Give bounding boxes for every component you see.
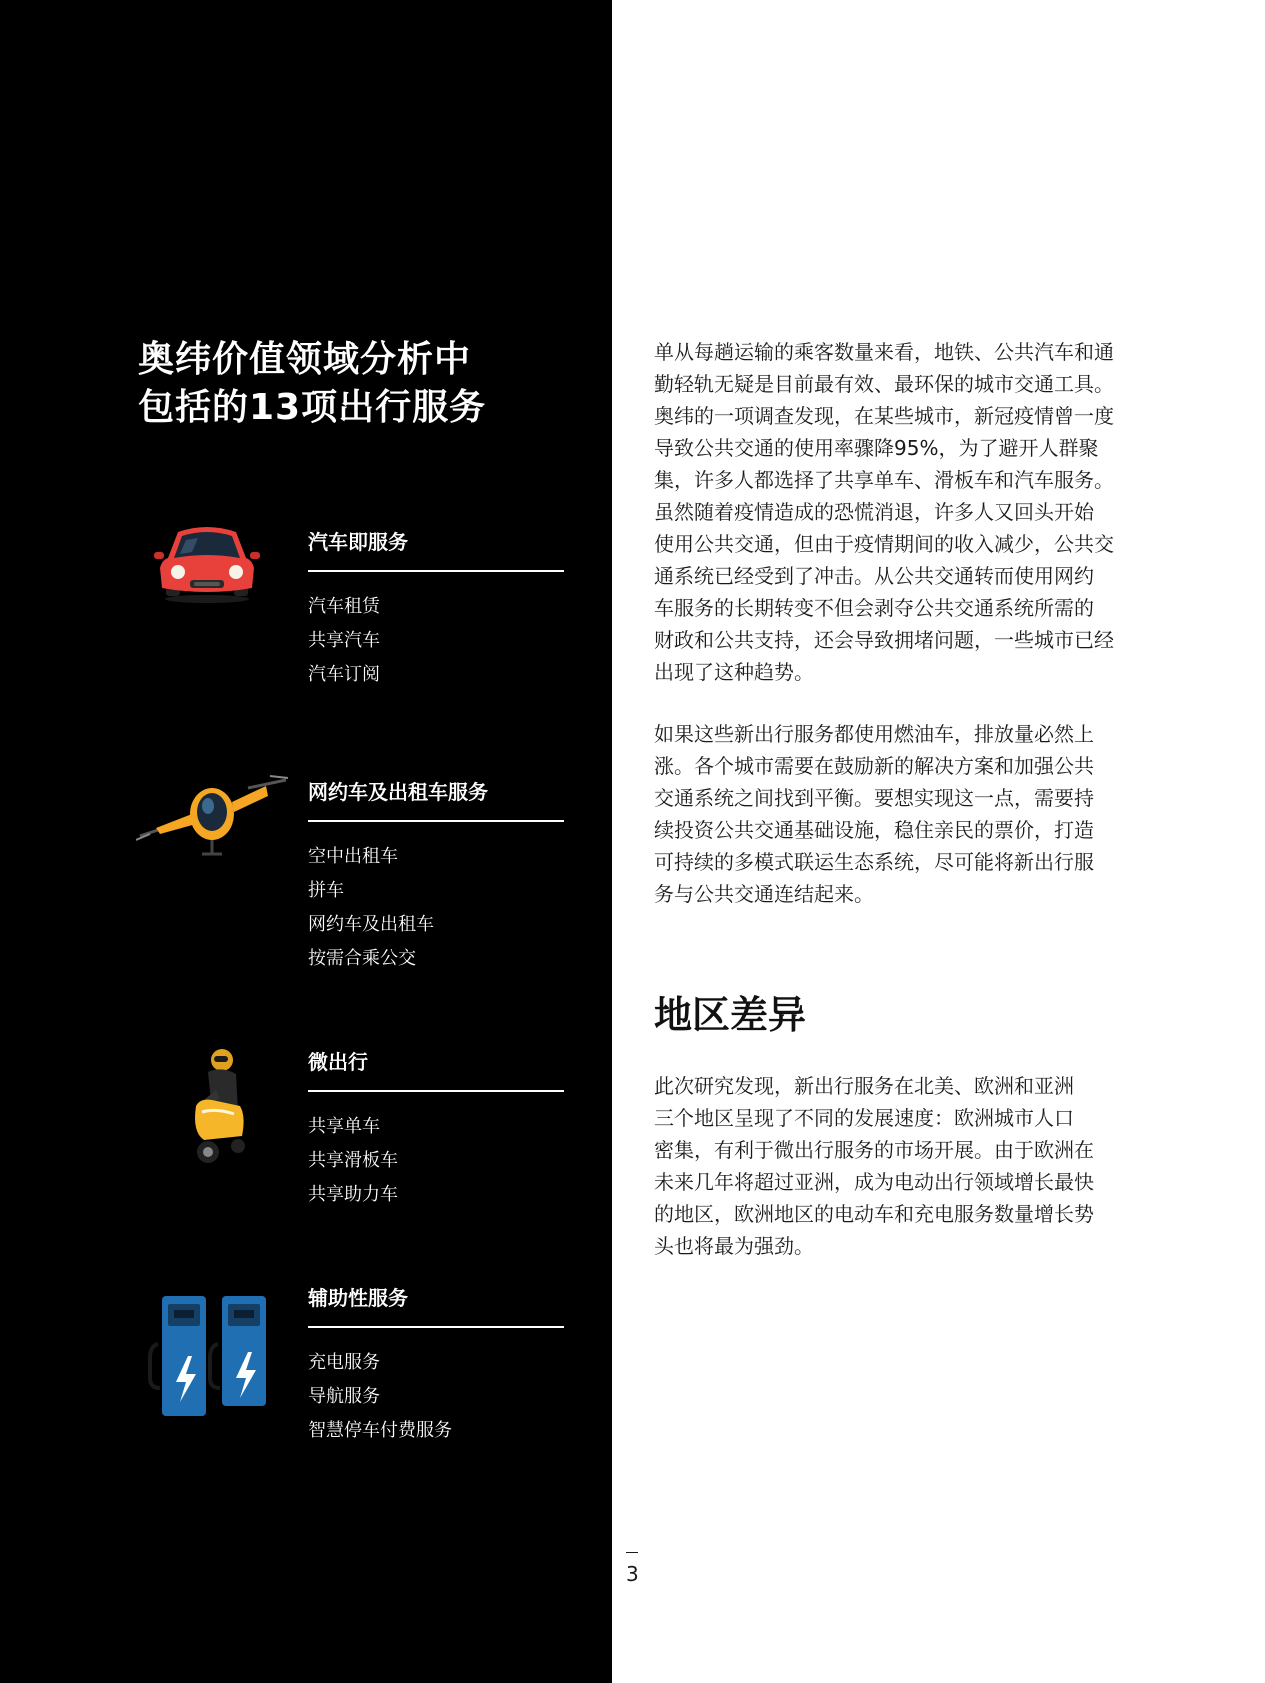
text-line: 务与公共交通连结起来。 xyxy=(654,882,874,906)
list-item: 共享滑板车 xyxy=(308,1150,398,1171)
text-line: 交通系统之间找到平衡。要想实现这一点，需要持 xyxy=(654,786,1094,810)
category-divider xyxy=(308,570,564,572)
list-item: 共享助力车 xyxy=(308,1184,398,1205)
text-line: 此次研究发现，新出行服务在北美、欧洲和亚洲 xyxy=(654,1074,1074,1098)
text-line: 涨。各个城市需要在鼓励新的解决方案和加强公共 xyxy=(654,754,1094,778)
left-title xyxy=(138,336,578,432)
category-list xyxy=(308,1346,452,1448)
category-divider xyxy=(308,1090,564,1092)
list-item: 共享单车 xyxy=(308,1116,380,1137)
text-line: 通系统已经受到了冲击。从公共交通转而使用网约 xyxy=(654,564,1094,588)
charging-station-icon xyxy=(148,1294,280,1422)
text-line: 虽然随着疫情造成的恐慌消退，许多人又回头开始 xyxy=(654,500,1094,524)
text-line: 勤轻轨无疑是目前最有效、最环保的城市交通工具。 xyxy=(654,372,1114,396)
page-number: 3 xyxy=(626,1562,639,1586)
text-line: 奥纬的一项调查发现，在某些城市，新冠疫情曾一度 xyxy=(654,404,1114,428)
scooter-rider-icon xyxy=(182,1046,254,1168)
list-item: 共享汽车 xyxy=(308,630,380,651)
category-divider xyxy=(308,820,564,822)
text-line: 财政和公共支持，还会导致拥堵问题，一些城市已经 xyxy=(654,628,1114,652)
category-list xyxy=(308,1110,398,1212)
text-line: 车服务的长期转变不但会剥夺公共交通系统所需的 xyxy=(654,596,1094,620)
body-paragraph-2 xyxy=(654,718,1134,910)
list-item: 充电服务 xyxy=(308,1352,380,1373)
body-paragraph-1 xyxy=(654,336,1134,688)
category-heading: 辅助性服务 xyxy=(308,1286,408,1310)
list-item: 汽车订阅 xyxy=(308,664,380,685)
category-divider xyxy=(308,1326,564,1328)
category-heading: 汽车即服务 xyxy=(308,530,408,554)
left-title-line-2: 包括的13项出行服务 xyxy=(138,387,487,428)
text-line: 密集，有利于微出行服务的市场开展。由于欧洲在 xyxy=(654,1138,1094,1162)
list-item: 按需合乘公交 xyxy=(308,948,416,969)
text-line: 续投资公共交通基础设施，稳住亲民的票价，打造 xyxy=(654,818,1094,842)
right-column xyxy=(654,336,1134,910)
left-title-line-1: 奥纬价值领域分析中 xyxy=(138,339,472,380)
text-line: 使用公共交通，但由于疫情期间的收入减少，公共交 xyxy=(654,532,1114,556)
page-number-dash xyxy=(626,1552,638,1553)
text-line: 未来几年将超过亚洲，成为电动出行领域增长最快 xyxy=(654,1170,1094,1194)
text-line: 导致公共交通的使用率骤降95%，为了避开人群聚 xyxy=(654,436,1099,460)
text-line: 可持续的多模式联运生态系统，尽可能将新出行服 xyxy=(654,850,1094,874)
list-item: 拼车 xyxy=(308,880,344,901)
category-list xyxy=(308,840,434,976)
list-item: 网约车及出租车 xyxy=(308,914,434,935)
list-item: 空中出租车 xyxy=(308,846,398,867)
text-line: 出现了这种趋势。 xyxy=(654,660,814,684)
text-line: 如果这些新出行服务都使用燃油车，排放量必然上 xyxy=(654,722,1094,746)
list-item: 导航服务 xyxy=(308,1386,380,1407)
left-panel xyxy=(0,0,612,1683)
list-item: 智慧停车付费服务 xyxy=(308,1420,452,1441)
text-line: 三个地区呈现了不同的发展速度：欧洲城市人口 xyxy=(654,1106,1074,1130)
car-icon xyxy=(152,522,262,604)
category-heading: 网约车及出租车服务 xyxy=(308,780,488,804)
text-line: 头也将最为强劲。 xyxy=(654,1234,814,1258)
category-heading: 微出行 xyxy=(308,1050,368,1074)
section-body xyxy=(654,1070,1134,1262)
list-item: 汽车租赁 xyxy=(308,596,380,617)
text-line: 的地区，欧洲地区的电动车和充电服务数量增长势 xyxy=(654,1202,1094,1226)
text-line: 集，许多人都选择了共享单车、滑板车和汽车服务。 xyxy=(654,468,1114,492)
category-list xyxy=(308,590,380,692)
body-paragraph-3 xyxy=(654,1070,1134,1262)
air-taxi-icon xyxy=(136,774,290,860)
text-line: 单从每趟运输的乘客数量来看，地铁、公共汽车和通 xyxy=(654,340,1114,364)
section-title: 地区差异 xyxy=(654,993,807,1037)
